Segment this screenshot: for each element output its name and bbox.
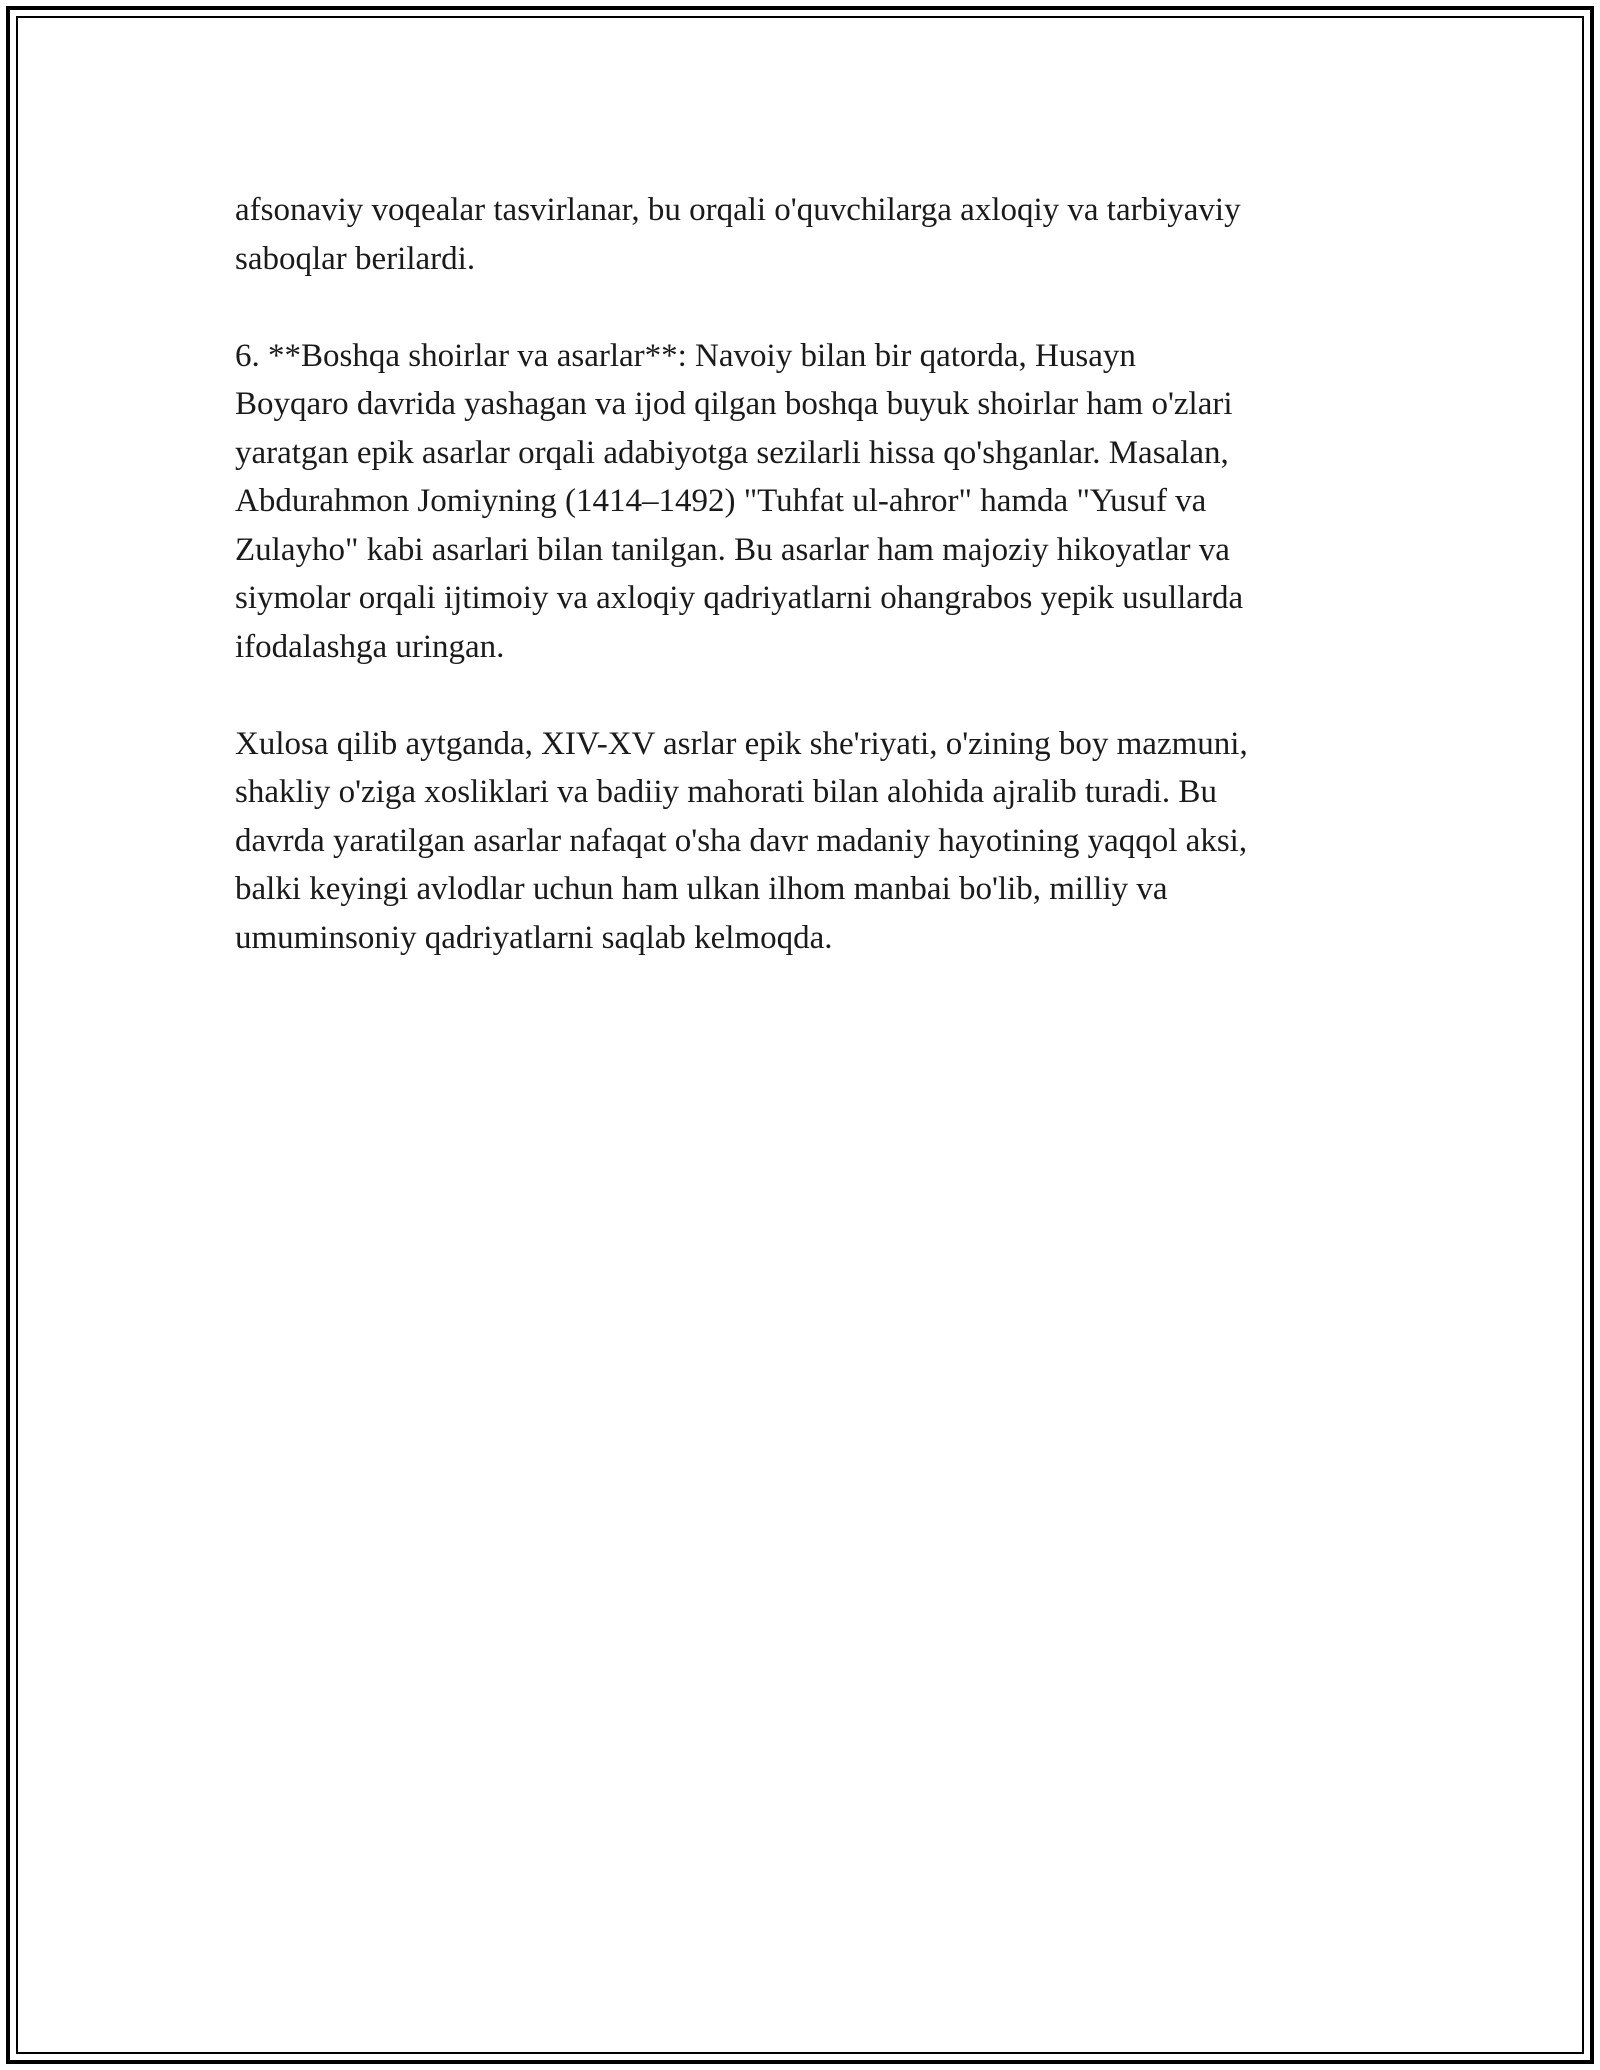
text-line: siymolar orqali ijtimoiy va axloqiy qadriyatlarni ohangrabos yepik usullarda (235, 580, 1244, 616)
text-line: Xulosa qilib aytganda, XIV-XV asrlar epik she'riyati, o'zining boy mazmuni, (235, 725, 1248, 762)
text-line: balki keyingi avlodlar uchun ham ulkan ilhom manbai bo'lib, milliy va (235, 871, 1168, 907)
text-line: yaratgan epik asarlar orqali adabiyotga sezilarli hissa qo'shganlar. Masalan, (235, 434, 1229, 471)
text-line: davrda yaratilgan asarlar nafaqat o'sha davr madaniy hayotining yaqqol aksi, (235, 822, 1248, 859)
paragraph-conclusion (235, 720, 1385, 963)
text-line: shakliy o'ziga xosliklari va badiiy mahorati bilan alohida ajralib turadi. Bu (235, 774, 1217, 810)
text-line: saboqlar berilardi. (235, 240, 476, 277)
text-line: Zulayho" kabi asarlari bilan tanilgan. Bu asarlar ham majoziy hikoyatlar va (235, 531, 1230, 568)
text-line: ifodalashga uringan. (235, 628, 505, 665)
paragraph-other-poets (235, 332, 1385, 672)
document-body (235, 186, 1385, 1011)
text-line: Boyqaro davrida yashagan va ijod qilgan boshqa buyuk shoirlar ham o'zlari (235, 386, 1233, 422)
text-line: Abdurahmon Jomiyning (1414–1492) "Tuhfat ul-ahror" hamda "Yusuf va (235, 483, 1207, 519)
text-line: 6. **Boshqa shoirlar va asarlar**: Navoiy bilan bir qatorda, Husayn (235, 337, 1136, 374)
paragraph-continuation (235, 186, 1385, 283)
text-line: umuminsoniy qadriyatlarni saqlab kelmoqda. (235, 919, 833, 956)
text-line: afsonaviy voqealar tasvirlanar, bu orqali o'quvchilarga axloqiy va tarbiyaviy (235, 192, 1241, 228)
